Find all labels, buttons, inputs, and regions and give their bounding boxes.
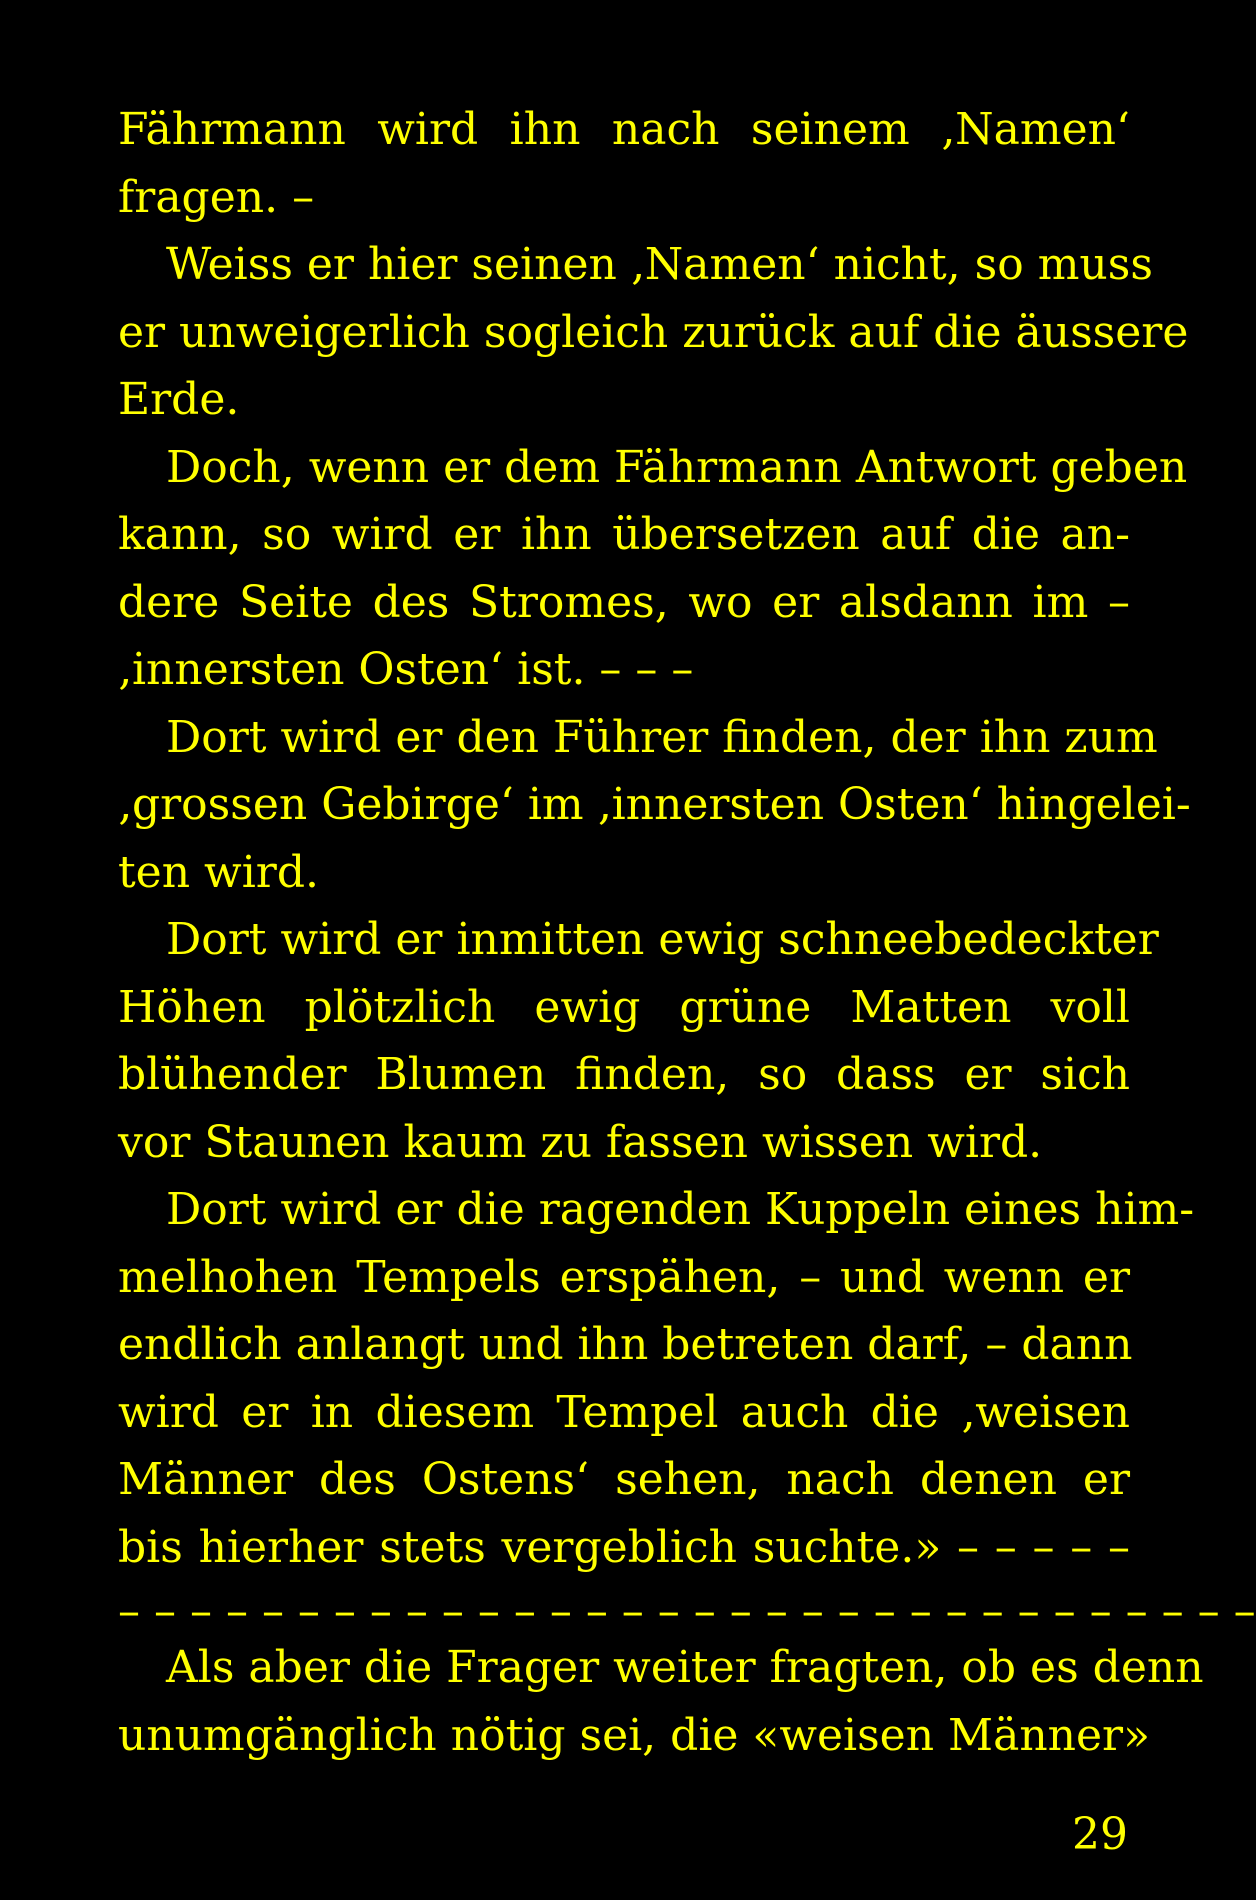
text-line: Dort wird er inmitten ewig schneebedeckter <box>166 914 1159 965</box>
body-text <box>118 96 1195 1581</box>
page-number: 29 <box>1072 1809 1128 1860</box>
text-line: Höhen plötzlich ewig grüne Matten voll <box>118 981 1130 1033</box>
text-line: ‚grossen Gebirge‘ im ‚innersten Osten‘ hingelei- <box>118 779 1191 830</box>
text-line: Erde. <box>118 374 240 425</box>
text-line: Weiss er hier seinen ‚Namen‘ nicht, so muss <box>166 239 1153 290</box>
text-line: Fährmann wird ihn nach seinem ‚Namen‘ <box>118 104 1130 155</box>
text-line: kann, so wird er ihn übersetzen auf die an- <box>118 509 1130 560</box>
body-text-continued <box>118 1634 1204 1769</box>
text-line: bis hierher stets vergeblich suchte.» – – – – – <box>118 1521 1130 1573</box>
section-divider: – – – – – – – – – – – – – – – – – – – – – – – – – – – – – – – – <box>118 1586 1256 1637</box>
text-line: Dort wird er die ragenden Kuppeln eines him- <box>166 1184 1195 1235</box>
text-line: Dort wird er den Führer finden, der ihn zum <box>166 711 1158 763</box>
text-line: wird er in diesem Tempel auch die ‚weisen <box>118 1386 1130 1438</box>
text-line: vor Staunen kaum zu fassen wissen wird. <box>118 1116 1043 1168</box>
text-line: melhohen Tempels erspähen, – und wenn er <box>118 1251 1130 1303</box>
text-line: Doch, wenn er dem Fährmann Antwort geben <box>166 441 1188 493</box>
text-line: endlich anlangt und ihn betreten darf, – dann <box>118 1319 1133 1370</box>
text-line: ‚innersten Osten‘ ist. – – – <box>118 644 694 695</box>
text-line: Männer des Ostens‘ sehen, nach denen er <box>118 1454 1130 1505</box>
text-line: Als aber die Frager weiter fragten, ob es denn <box>166 1642 1204 1693</box>
text-line: blühender Blumen finden, so dass er sich <box>118 1049 1130 1100</box>
text-line: fragen. – <box>118 171 315 223</box>
text-line: ten wird. <box>118 846 319 898</box>
text-line: unumgänglich nötig sei, die «weisen Männer» <box>118 1709 1151 1761</box>
text-line: dere Seite des Stromes, wo er alsdann im – <box>118 576 1130 628</box>
text-line: er unweigerlich sogleich zurück auf die äussere <box>118 306 1189 358</box>
